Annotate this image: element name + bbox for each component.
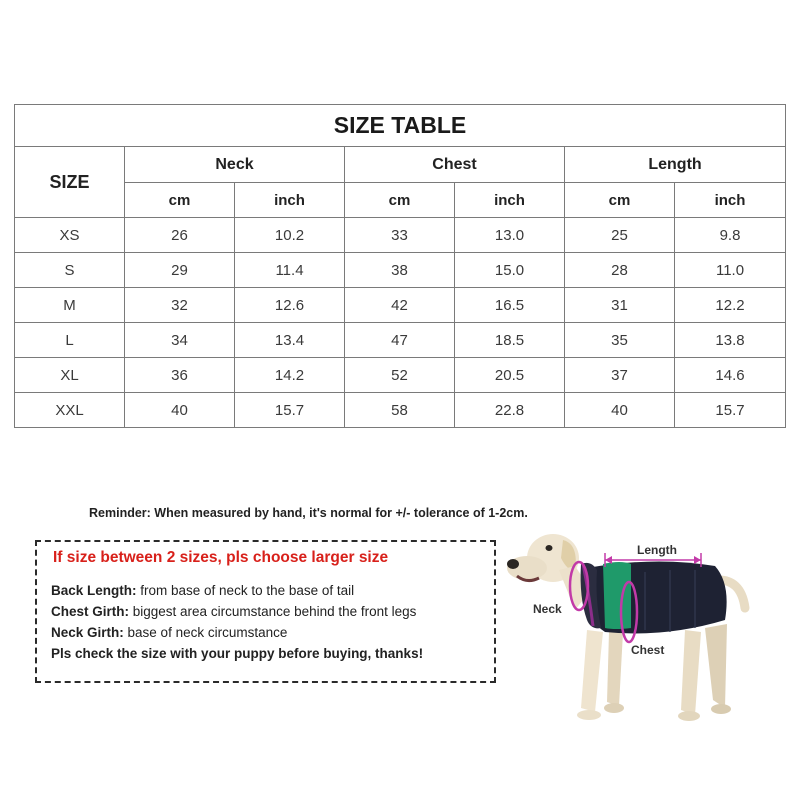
table-cell: 12.2 (675, 288, 786, 323)
back-length-note (51, 583, 354, 598)
neck-label: Neck (533, 602, 562, 616)
table-cell: 22.8 (455, 393, 565, 428)
neck-girth-note (51, 625, 287, 640)
table-cell: 9.8 (675, 218, 786, 253)
table-cell: 31 (565, 288, 675, 323)
size-cell: M (15, 288, 125, 323)
table-cell: 32 (125, 288, 235, 323)
table-cell: 36 (125, 358, 235, 393)
tolerance-reminder: Reminder: When measured by hand, it's normal for +/- tolerance of 1-2cm. (89, 506, 528, 520)
table-cell: 40 (125, 393, 235, 428)
size-cell: S (15, 253, 125, 288)
unit-header: inch (455, 183, 565, 218)
back-length-text: from base of neck to the base of tail (136, 583, 355, 598)
table-cell: 40 (565, 393, 675, 428)
table-cell: 14.6 (675, 358, 786, 393)
unit-header: cm (345, 183, 455, 218)
table-row (15, 253, 786, 288)
table-cell: 35 (565, 323, 675, 358)
group-header-neck: Neck (125, 147, 345, 183)
unit-header: cm (125, 183, 235, 218)
size-table (14, 104, 786, 428)
table-cell: 11.4 (235, 253, 345, 288)
size-cell: XL (15, 358, 125, 393)
table-cell: 15.7 (675, 393, 786, 428)
chest-girth-note (51, 604, 416, 619)
sizing-note-box (35, 540, 496, 683)
table-cell: 15.7 (235, 393, 345, 428)
table-cell: 37 (565, 358, 675, 393)
table-row (15, 323, 786, 358)
table-row (15, 288, 786, 323)
chest-girth-text: biggest area circumstance behind the front legs (129, 604, 417, 619)
size-cell: XXL (15, 393, 125, 428)
unit-header: inch (235, 183, 345, 218)
table-row (15, 393, 786, 428)
chest-girth-label: Chest Girth: (51, 604, 130, 619)
size-cell: XS (15, 218, 125, 253)
neck-girth-text: base of neck circumstance (123, 625, 288, 640)
table-cell: 16.5 (455, 288, 565, 323)
table-cell: 28 (565, 253, 675, 288)
table-cell: 34 (125, 323, 235, 358)
dog-coat-icon (581, 561, 727, 633)
table-cell: 13.8 (675, 323, 786, 358)
table-cell: 11.0 (675, 253, 786, 288)
size-column-header: SIZE (15, 147, 125, 218)
length-label: Length (637, 543, 677, 557)
table-cell: 13.4 (235, 323, 345, 358)
table-row (15, 218, 786, 253)
table-cell: 47 (345, 323, 455, 358)
table-cell: 14.2 (235, 358, 345, 393)
unit-header: inch (675, 183, 786, 218)
chest-label: Chest (631, 643, 665, 657)
size-advice-headline: If size between 2 sizes, pls choose larger size (53, 549, 389, 566)
group-header-chest: Chest (345, 147, 565, 183)
table-cell: 29 (125, 253, 235, 288)
check-size-note: Pls check the size with your puppy before buying, thanks! (51, 646, 424, 661)
size-cell: L (15, 323, 125, 358)
group-header-length: Length (565, 147, 786, 183)
table-cell: 20.5 (455, 358, 565, 393)
neck-girth-label: Neck Girth: (51, 625, 124, 640)
table-cell: 12.6 (235, 288, 345, 323)
table-cell: 25 (565, 218, 675, 253)
table-cell: 58 (345, 393, 455, 428)
table-cell: 13.0 (455, 218, 565, 253)
table-title: SIZE TABLE (15, 105, 786, 147)
table-cell: 10.2 (235, 218, 345, 253)
table-cell: 33 (345, 218, 455, 253)
table-cell: 52 (345, 358, 455, 393)
table-cell: 15.0 (455, 253, 565, 288)
table-row (15, 358, 786, 393)
back-length-label: Back Length: (51, 583, 137, 598)
table-cell: 26 (125, 218, 235, 253)
table-cell: 18.5 (455, 323, 565, 358)
table-cell: 38 (345, 253, 455, 288)
unit-header: cm (565, 183, 675, 218)
table-cell: 42 (345, 288, 455, 323)
